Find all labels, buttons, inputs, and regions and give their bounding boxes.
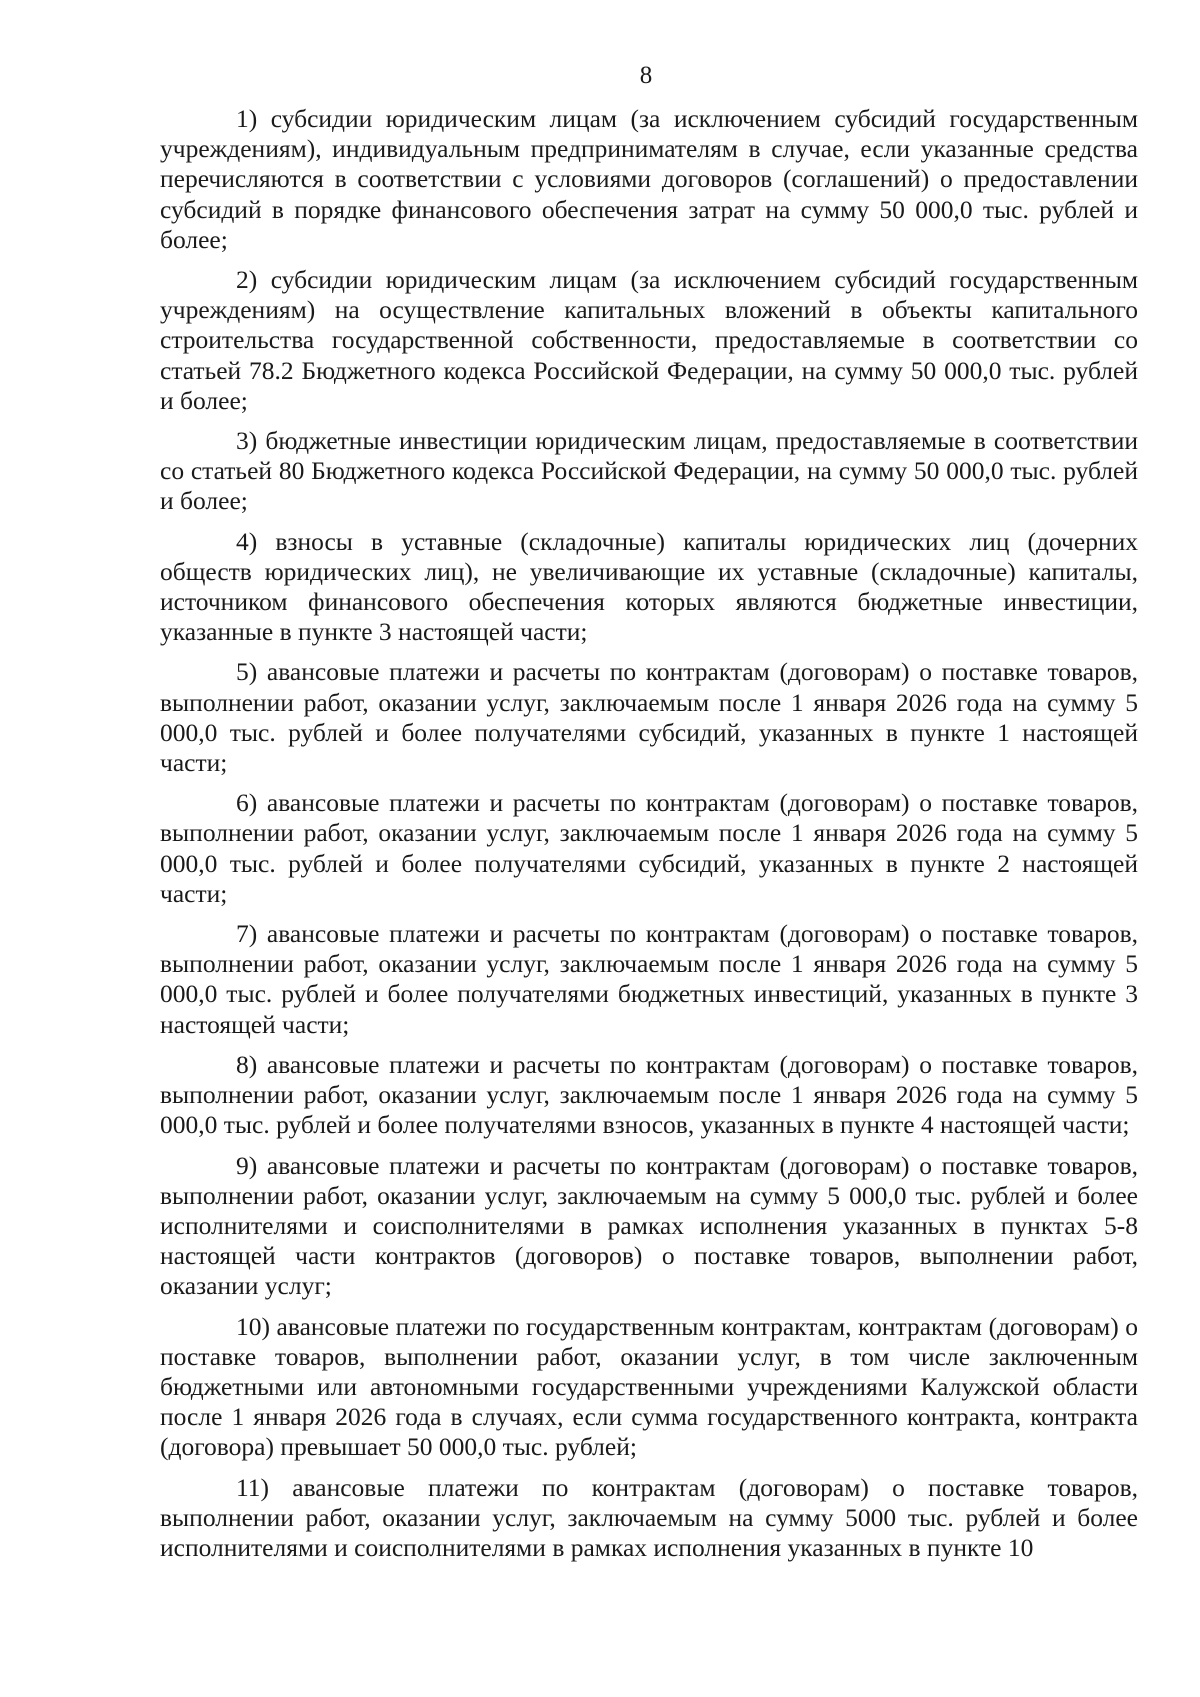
list-item-4: 4) взносы в уставные (складочные) капиталы юридических лиц (дочерних обществ юридических лиц), не увеличивающие их уставные (складочные) капиталы, источником финансового обеспечения которых являются бюджетные инвестиции, указанные в пункте 3 настоящей части; <box>160 526 1138 647</box>
list-item-9: 9) авансовые платежи и расчеты по контрактам (договорам) о поставке товаров, выполнении работ, оказании услуг, заключаемым на сумму 5 000,0 тыс. рублей и более исполнителями и соисполнителями в рамках исполнения указанных в пунктах 5-8 настоящей части контрактов (договоров) о поставке товаров, выполнении работ, оказании услуг; <box>160 1150 1138 1301</box>
list-item-8: 8) авансовые платежи и расчеты по контрактам (договорам) о поставке товаров, выполнении работ, оказании услуг, заключаемым после 1 января 2026 года на сумму 5 000,0 тыс. рублей и более получателями взносов, указанных в пункте 4 настоящей части; <box>160 1049 1138 1140</box>
page-number: 8 <box>639 62 653 89</box>
list-item-2: 2) субсидии юридическим лицам (за исключением субсидий государственным учреждениям) на осуществление капитальных вложений в объекты капитального строительства государственной собственности, предоставляемые в соответствии со статьей 78.2 Бюджетного кодекса Российской Федерации, на сумму 50 000,0 тыс. рублей и более; <box>160 265 1138 415</box>
document-body <box>160 104 1138 1573</box>
list-item-5: 5) авансовые платежи и расчеты по контрактам (договорам) о поставке товаров, выполнении работ, оказании услуг, заключаемым после 1 января 2026 года на сумму 5 000,0 тыс. рублей и более получателями субсидий, указанных в пункте 1 настоящей части; <box>160 657 1138 778</box>
list-item-3: 3) бюджетные инвестиции юридическим лицам, предоставляемые в соответствии со статьей 80 Бюджетного кодекса Российской Федерации, на сумму 50 000,0 тыс. рублей и более; <box>160 426 1138 516</box>
list-item-7: 7) авансовые платежи и расчеты по контрактам (договорам) о поставке товаров, выполнении работ, оказании услуг, заключаемым после 1 января 2026 года на сумму 5 000,0 тыс. рублей и более получателями бюджетных инвестиций, указанных в пункте 3 настоящей части; <box>160 919 1138 1039</box>
list-item-11: 11) авансовые платежи по контрактам (договорам) о поставке товаров, выполнении работ, оказании услуг, заключаемым на сумму 5000 тыс. рублей и более исполнителями и соисполнителями в рамках исполнения указанных в пункте 10 <box>160 1472 1138 1562</box>
list-item-1: 1) субсидии юридическим лицам (за исключением субсидий государственным учреждениям), индивидуальным предпринимателям в случае, если указанные средства перечисляются в соответствии с условиями договоров (соглашений) о предоставлении субсидий в порядке финансового обеспечения затрат на сумму 50 000,0 тыс. рублей и более; <box>160 104 1138 254</box>
list-item-6: 6) авансовые платежи и расчеты по контрактам (договорам) о поставке товаров, выполнении работ, оказании услуг, заключаемым после 1 января 2026 года на сумму 5 000,0 тыс. рублей и более получателями субсидий, указанных в пункте 2 настоящей части; <box>160 788 1138 908</box>
list-item-10: 10) авансовые платежи по государственным контрактам, контрактам (договорам) о поставке товаров, выполнении работ, оказании услуг, в том числе заключенным бюджетными или автономными государственными учреждениями Калужской области после 1 января 2026 года в случаях, если сумма государственного контракта, контракта (договора) превышает 50 000,0 тыс. рублей; <box>160 1311 1138 1462</box>
